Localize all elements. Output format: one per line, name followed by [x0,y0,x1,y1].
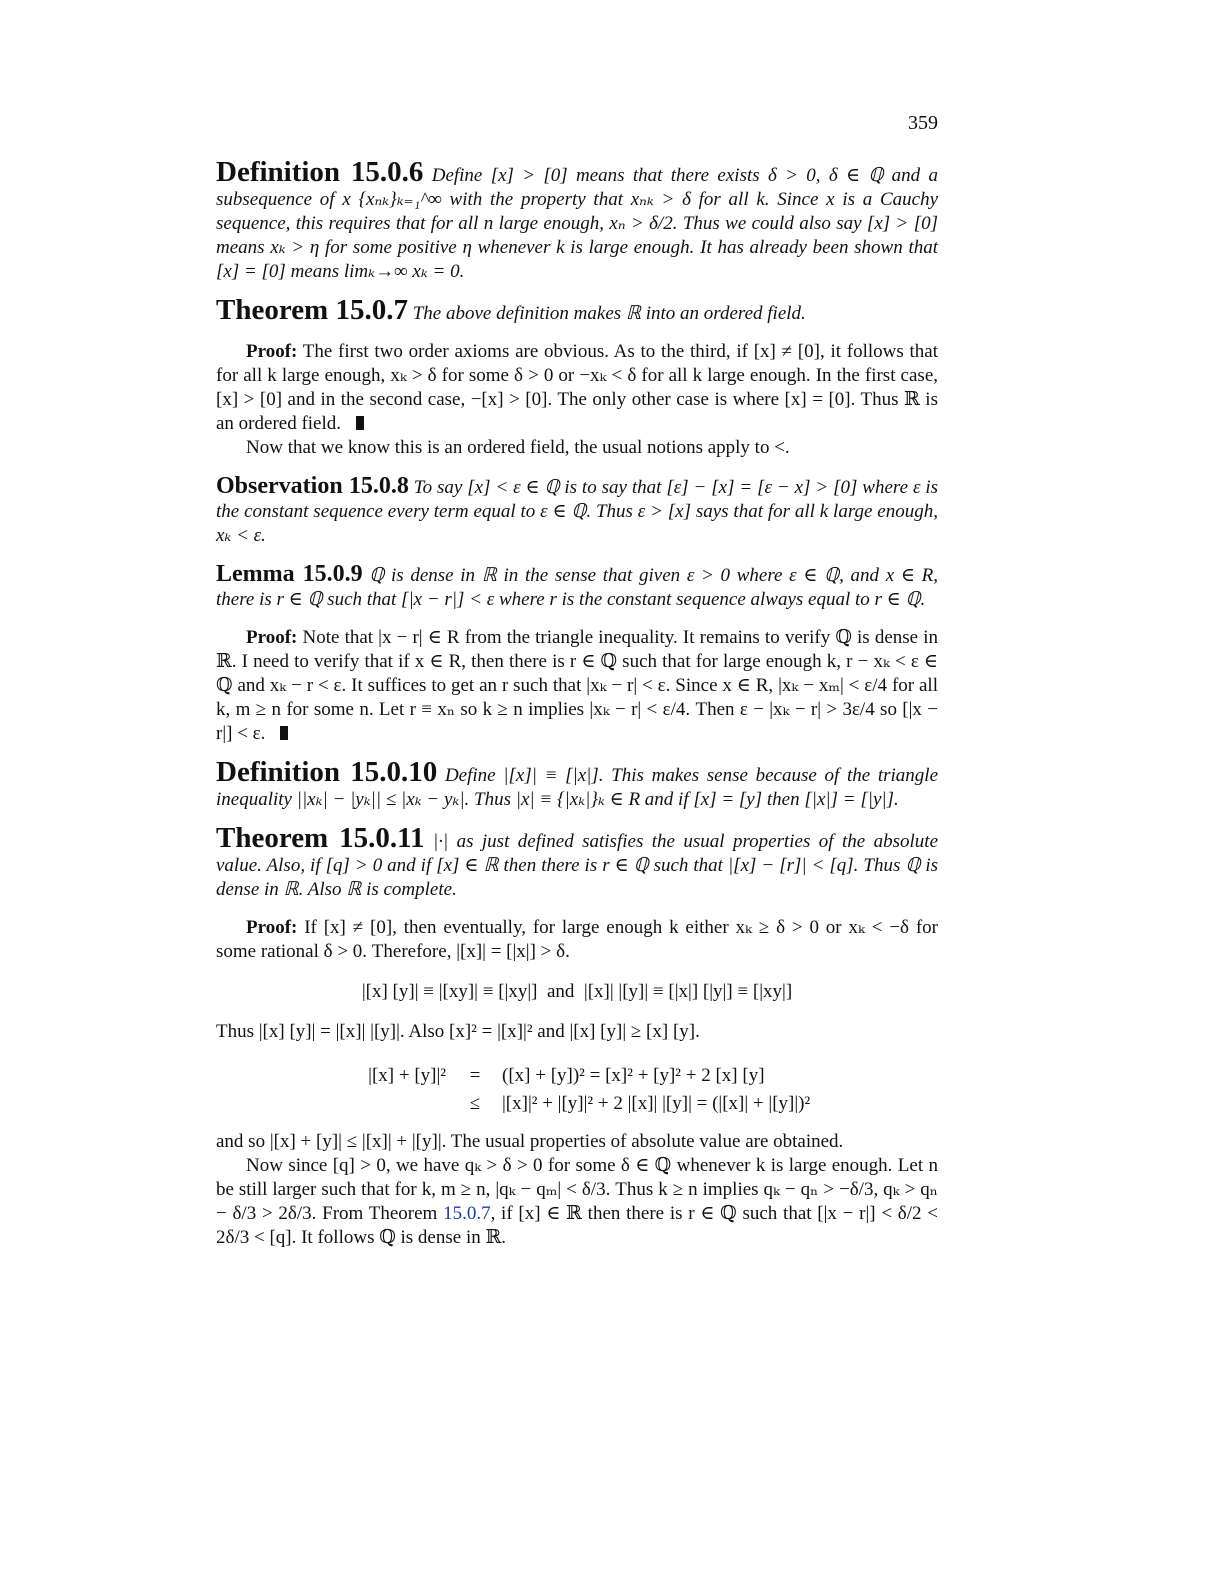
proof-15-0-11 [216,916,938,964]
definition-heading: Definition 15.0.10 [216,756,438,788]
theorem-body: |·| as just defined satisfies the usual properties of the absolute value. Also, if [q] > 0 and if [x] ∈ ℝ then there is r ∈ ℚ such that |[x] − [r]| < [q]. Thus ℚ is dense in ℝ. Also ℝ is complete. [216,831,939,900]
lemma-heading: Lemma 15.0.9 [216,561,363,587]
proof-body: Note that |x − r| ∈ R from the triangle inequality. It remains to verify ℚ is dense in ℝ. I need to verify that if x ∈ R, then there is r ∈ ℚ such that for large enough k, r − xₖ < ε ∈ ℚ and xₖ − r < ε. It suffices to get an r such that |xₖ − r| < ε. Since x ∈ R, |xₖ − xₘ| < ε/4 for all k, m ≥ n for some n. Let r ≡ xₙ so k ≥ n implies |xₖ − r| < ε/4. Then ε − |xₖ − r| > 3ε/4 so [|x − r|] < ε. [216,627,938,744]
equation-row [216,1062,938,1090]
equation-right: |[x]| |[y]| ≡ [|x|] [|y|] ≡ [|xy|] [583,981,793,1002]
page-content [216,156,939,1250]
proof-label: Proof: [246,917,298,938]
qed-square-icon [356,416,364,430]
qed-square-icon [280,726,288,740]
theorem-heading: Theorem 15.0.7 [216,294,408,326]
proof-paragraph-1: If [x] ≠ [0], then eventually, for large enough k either xₖ ≥ δ > 0 or xₖ < −δ for some rational δ > 0. Therefore, |[x]| = [|x|] > δ. [216,917,939,962]
equation-left: |[x] [y]| ≡ |[xy]| ≡ [|xy|] [361,981,538,1002]
observation-15-0-8 [216,474,938,548]
definition-15-0-6 [216,156,938,284]
definition-15-0-10 [216,756,939,812]
proof-label: Proof: [246,341,298,362]
display-equation-abs-product [216,980,938,1004]
definition-heading: Definition 15.0.6 [216,156,424,188]
paragraph-text: Now since [q] > 0, we have qₖ > δ > 0 for some δ ∈ ℚ whenever k is large enough. Let n be still larger such that for k, m ≥ n, |qₖ − qₘ| < δ/3. Thus k ≥ n implies qₖ − qₙ > −δ/3, qₖ > qₙ − δ/3 > 2δ/3. From Theorem [216,1155,938,1224]
lemma-15-0-9 [216,562,938,612]
observation-body: To say [x] < ε ∈ ℚ is to say that [ε] − [x] = [ε − x] > [0] where ε is the constant sequence every term equal to ε ∈ ℚ. Thus ε > [x] says that for all k large enough, xₖ < ε. [216,477,939,546]
proof-paragraph-2: Thus |[x] [y]| = |[x]| |[y]|. Also [x]² = |[x]|² and |[x] [y]| ≥ [x] [y]. [216,1021,700,1042]
equation-rhs: |[x]|² + |[y]|² + 2 |[x]| |[y]| = (|[x]| + |[y]|)² [502,1093,811,1114]
lemma-body: ℚ is dense in ℝ in the sense that given ε > 0 where ε ∈ ℚ, and x ∈ R, there is r ∈ ℚ such that [|x − r|] < ε where r is the constant sequence always equal to r ∈ ℚ. [216,565,938,610]
proof-15-0-7 [216,340,938,436]
theorem-15-0-7-link[interactable]: 15.0.7 [443,1203,491,1224]
definition-body: Define [x] > [0] means that there exists δ > 0, δ ∈ ℚ and a subsequence of x {xₙₖ}ₖ₌₁^∞ with the property that xₙₖ > δ for all k. Since x is a Cauchy sequence, this requires that for all n large enough, xₙ > δ/2. Thus we could also say [x] > [0] means xₖ > η for some positive η whenever k is large enough. It has already been shown that [x] = [0] means limₖ→∞ xₖ = 0. [216,165,938,282]
theorem-15-0-11 [216,822,939,902]
proof-paragraph-3: and so |[x] + [y]| ≤ |[x]| + |[y]|. The usual properties of absolute value are obtained. [216,1131,844,1152]
proof-15-0-9 [216,626,938,746]
equation-relation: ≤ [469,1093,481,1114]
definition-body: Define |[x]| ≡ [|x|]. This makes sense because of the triangle inequality ||xₖ| − |yₖ|| ≤ |xₖ − yₖ|. Thus |x| ≡ {|xₖ|}ₖ ∈ R and if [x] = [y] then [|x|] = [|y|]. [216,765,939,810]
theorem-heading: Theorem 15.0.11 [216,822,425,854]
paragraph-text: , if [x] ∈ ℝ then there is r ∈ ℚ such that [|x − r|] < δ/2 < 2δ/3 < [q]. It follows ℚ is dense in ℝ. [216,1203,938,1248]
equation-lhs: |[x] + [y]|² [368,1065,446,1086]
theorem-15-0-7 [216,294,938,326]
page-number: 359 [908,112,938,134]
equation-and: and [546,981,575,1002]
equation-lhs-empty [216,1090,460,1118]
proof-paragraph-4 [216,1154,938,1250]
proof-label: Proof: [246,627,298,648]
theorem-body: The above definition makes ℝ into an ordered field. [412,303,806,324]
equation-relation: = [469,1065,481,1086]
observation-heading: Observation 15.0.8 [216,473,409,499]
triangle-inequality-derivation [216,1062,938,1118]
equation-row [216,1090,938,1118]
ordered-field-remark: Now that we know this is an ordered field, the usual notions apply to <. [246,437,790,458]
equation-rhs: ([x] + [y])² = [x]² + [y]² + 2 [x] [y] [502,1065,765,1086]
proof-body: The first two order axioms are obvious. As to the third, if [x] ≠ [0], it follows that for all k large enough, xₖ > δ for some δ > 0 or −xₖ < δ for all k large enough. In the first case, [x] > [0] and in the second case, −[x] > [0]. The only other case is where [x] = [0]. Thus ℝ is an ordered field. [216,341,938,434]
